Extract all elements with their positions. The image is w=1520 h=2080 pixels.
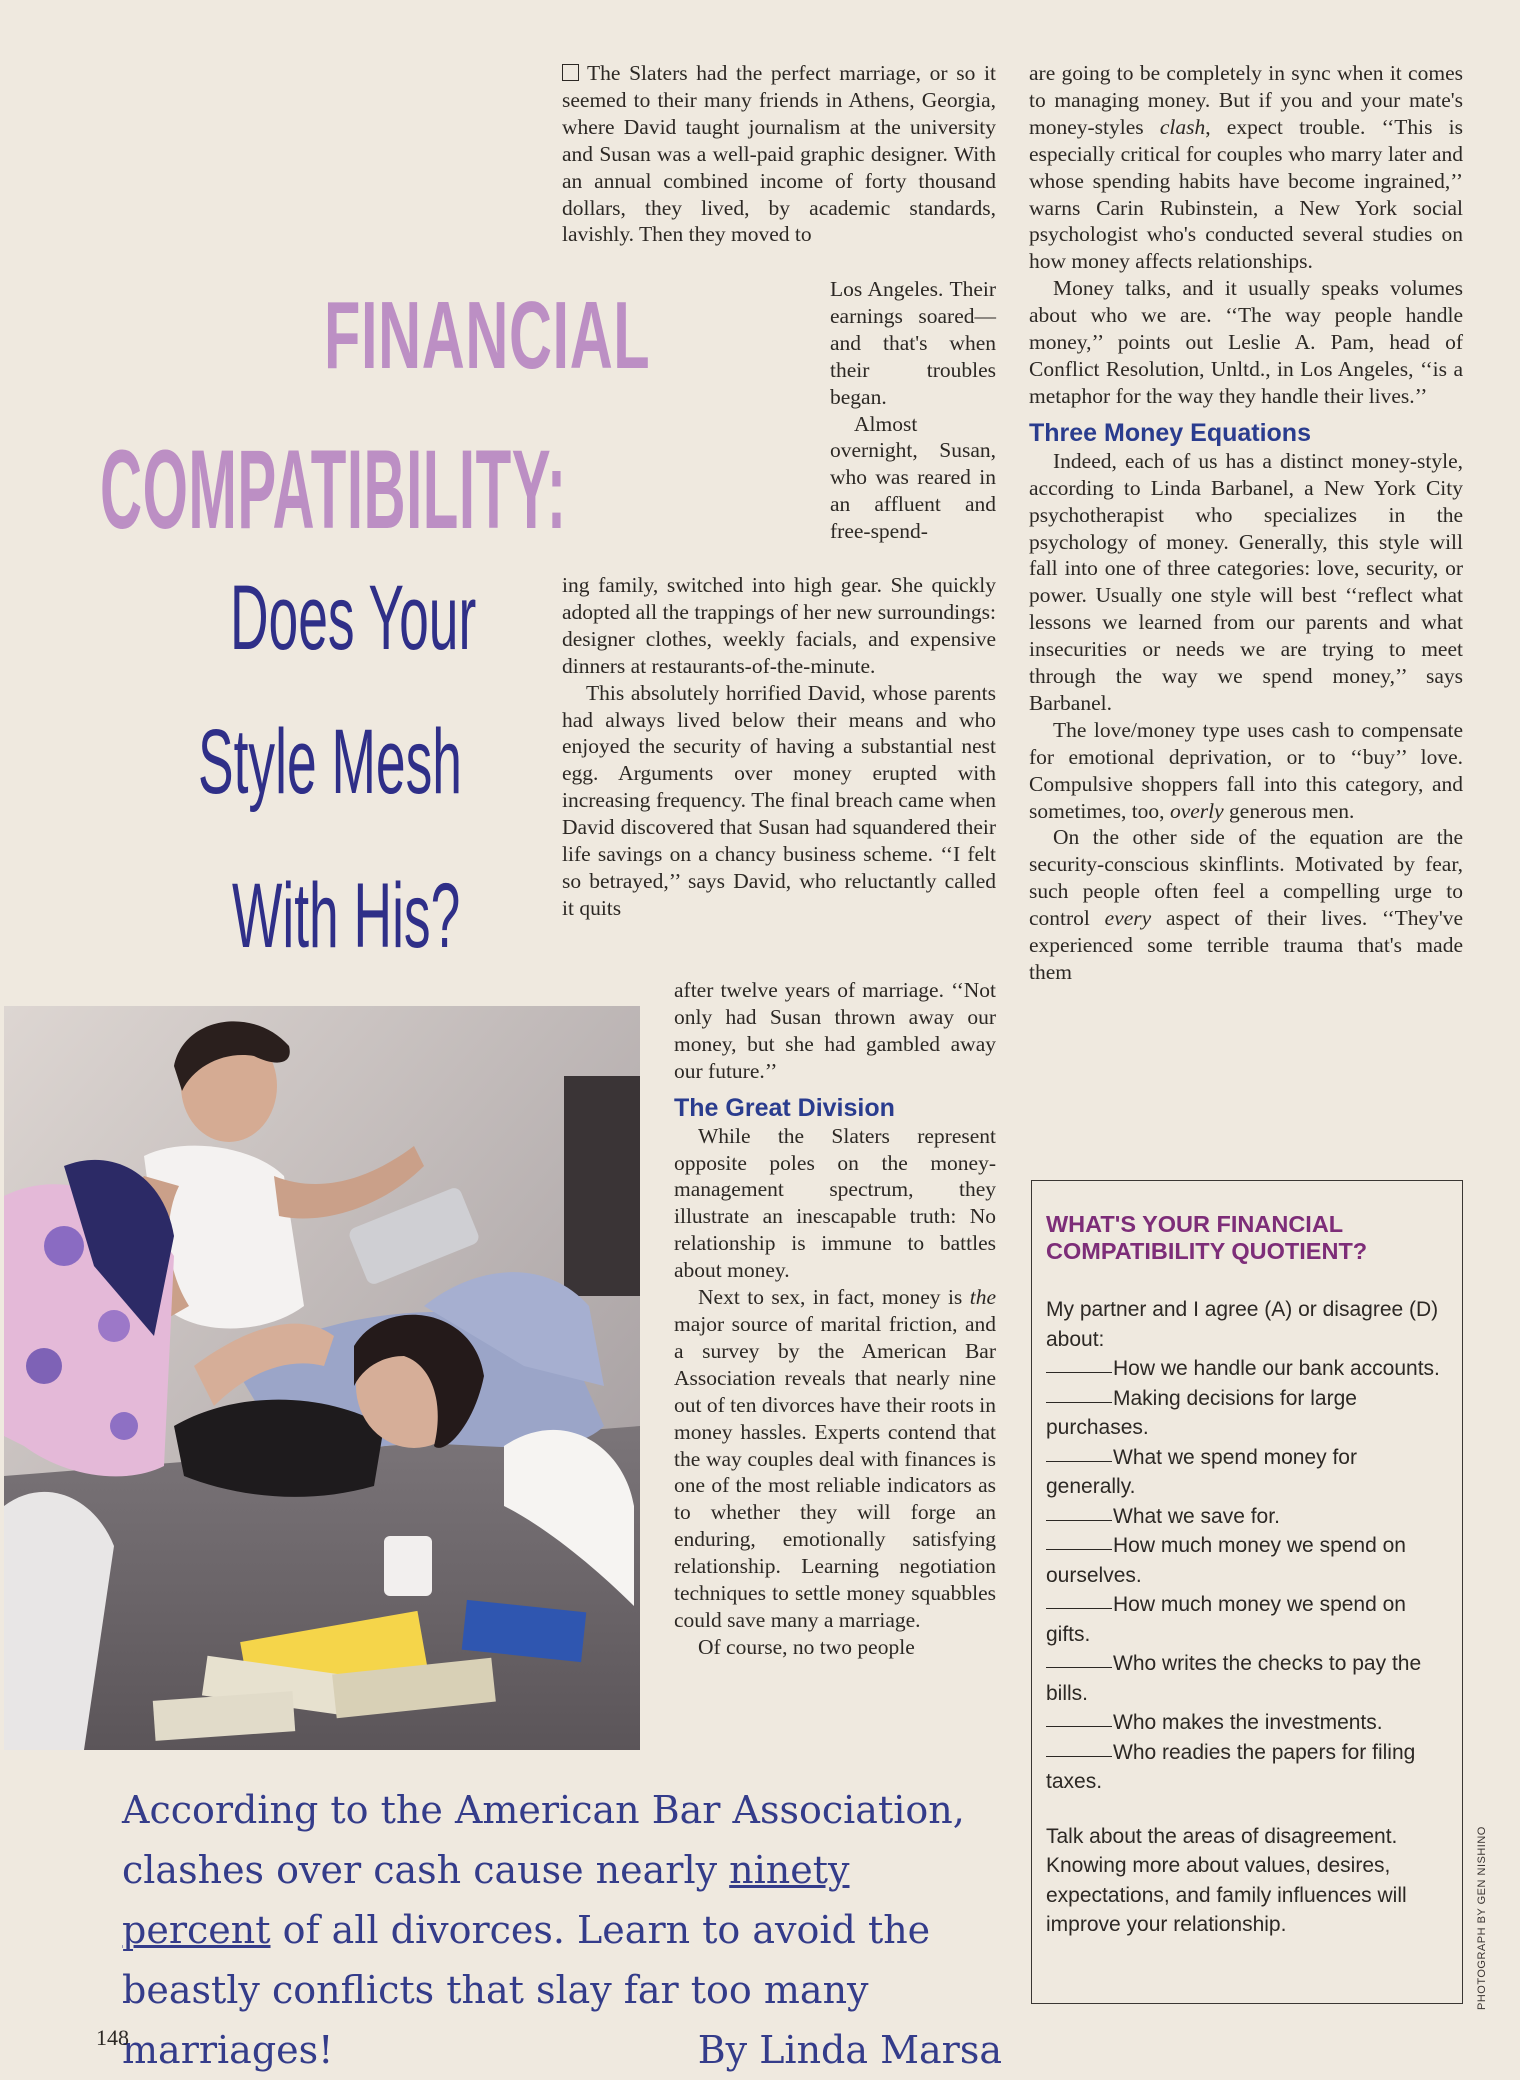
article-paragraph: ing family, switched into high gear. She quickly adopted all the trappings of her new surroundings: designer clothes, weekly facials, and expensive dinners at restaurants-of-the-minute. [562,573,996,678]
answer-blank [1046,1725,1112,1727]
subhead-style-mesh: Style Mesh [198,711,462,813]
couple-photo-illustration [4,1006,640,1750]
quiz-intro: My partner and I agree (A) or disagree (D) about: [1046,1298,1439,1351]
quiz-item: Who makes the investments. [1046,1708,1452,1738]
article-paragraph: This absolutely horrified David, whose parents had always lived below their means and who enjoyed the security of having a substantial nest egg. Arguments over money erupted with increasing frequency. The final breach came when David discovered that Susan had squandered their life savings on a chancy business scheme. ‘‘I felt so betrayed,’’ says David, who reluctantly called it quits [562,680,996,920]
article-paragraph: The love/money type uses cash to compensate for emotional deprivation, or to ‘‘buy’’ love. Compulsive shoppers fall into this category, and sometimes, too, overly generous men. [1029,717,1463,823]
article-paragraph: The Slaters had the perfect marriage, or so it seemed to their many friends in Athens, Georgia, where David taught journalism at the university and Susan was a well-paid graphic designer. With an annual combined income of forty thousand dollars, they lived, by academic standards, lavishly. Then they moved to [562,61,996,247]
section-heading-great-division: The Great Division [674,1093,895,1122]
article-paragraph: While the Slaters represent opposite poles on the money-management spectrum, they illustrate an inescapable truth: No relationship is immune to battles about money. [674,1123,996,1283]
article-column-2 [1029,60,1463,986]
quiz-item: What we save for. [1046,1502,1452,1532]
article-paragraph: Los Angeles. Their earnings soared—and that's when their troubles began. [830,277,996,409]
article-paragraph: Next to sex, in fact, money is the major source of marital friction, and a survey by the American Bar Association reveals that nearly nine out of ten divorces have their roots in money hassles. Experts contend that the way couples deal with finances is one of the most reliable indicators as to whether they will forge an enduring, emotionally satisfying relationship. Learning negotiation techniques to settle money squabbles could save many a marriage. [674,1285,996,1632]
article-column-1-narrow [830,276,996,545]
article-paragraph: are going to be completely in sync when it comes to managing money. But if you and your mate's money-styles clash, expect trouble. ‘‘This is especially critical for couples who marry later and whose spending habits have become ingrained,’’ warns Carin Rubinstein, a New York social psychologist who's conducted several studies on how money affects relationships. [1029,61,1463,274]
article-paragraph: On the other side of the equation are the security-conscious skinflints. Motivated by fear, such people often feel a compelling urge to control every aspect of their lives. ‘‘They've experienced some terrible trauma that's made them [1029,825,1464,984]
section-heading-three-money-equations: Three Money Equations [1029,418,1311,447]
article-paragraph: after twelve years of marriage. ‘‘Not only had Susan thrown away our money, but she had gambled away our future.’’ [674,978,996,1083]
article-paragraph: Of course, no two people [698,1634,915,1659]
answer-blank [1046,1548,1112,1550]
answer-blank [1046,1666,1112,1668]
quiz-box [1031,1180,1463,2004]
answer-blank [1046,1401,1112,1403]
article-column-1-top [562,60,996,248]
article-column-1-bottom [674,977,996,1661]
quiz-outro: Talk about the areas of disagreement. Knowing more about values, desires, expectations, and family influences will improve your relationship. [1046,1824,1407,1936]
quiz-items [1046,1354,1452,1797]
article-paragraph: Indeed, each of us has a distinct money-style, according to Linda Barbanel, a New York City psychotherapist who specializes in the psychology of money. Generally, this style will fall into one of three categories: love, security, or power. Usually one style will best ‘‘reflect what lessons we learned from our parents and what insecurities or needs we are trying to meet through the way we spend money,’’ says Barbanel. [1029,448,1463,715]
byline: By Linda Marsa [697,2028,1002,2072]
answer-blank [1046,1371,1112,1373]
answer-blank [1046,1607,1112,1609]
quiz-item: How we handle our bank accounts. [1046,1354,1452,1384]
quiz-item: Who writes the checks to pay the bills. [1046,1652,1422,1705]
subhead-does-your: Does Your [230,567,477,669]
quiz-item: How much money we spend on ourselves. [1046,1534,1406,1587]
page-number: 148 [96,2025,129,2050]
headline-compatibility: COMPATIBILITY: [100,427,567,552]
quiz-item: Making decisions for large purchases. [1046,1386,1357,1439]
answer-blank [1046,1460,1112,1462]
article-deck: According to the American Bar Association, clashes over cash cause nearly ninety percent of all divorces. Learn to avoid the beastly conflicts that slay far too many marriages! By Linda Marsa [122,1780,1002,2080]
article-column-1-mid [562,572,996,922]
quiz-item: Who readies the papers for filing taxes. [1046,1740,1416,1793]
photo-credit: PHOTOGRAPH BY GEN NISHINO [1476,1826,1488,2010]
article-paragraph: Money talks, and it usually speaks volumes about who we are. ‘‘The way people handle money,’’ points out Leslie A. Pam, head of Conflict Resolution, Unltd., in Los Angeles, ‘‘is a metaphor for the way they handle their lives.’’ [1029,276,1463,408]
quiz-item: How much money we spend on gifts. [1046,1593,1406,1646]
quiz-item: What we spend money for generally. [1046,1445,1357,1498]
subhead-with-his: With His? [232,865,461,967]
headline-financial: FINANCIAL [324,282,651,389]
open-square-icon [562,64,579,81]
article-paragraph: Almost overnight, Susan, who was reared in an affluent and free-spend- [830,411,996,544]
answer-blank [1046,1755,1112,1757]
couple-photo [4,1006,640,1750]
answer-blank [1046,1519,1112,1521]
quiz-title: WHAT'S YOUR FINANCIAL COMPATIBILITY QUOTIENT? [1046,1211,1368,1264]
